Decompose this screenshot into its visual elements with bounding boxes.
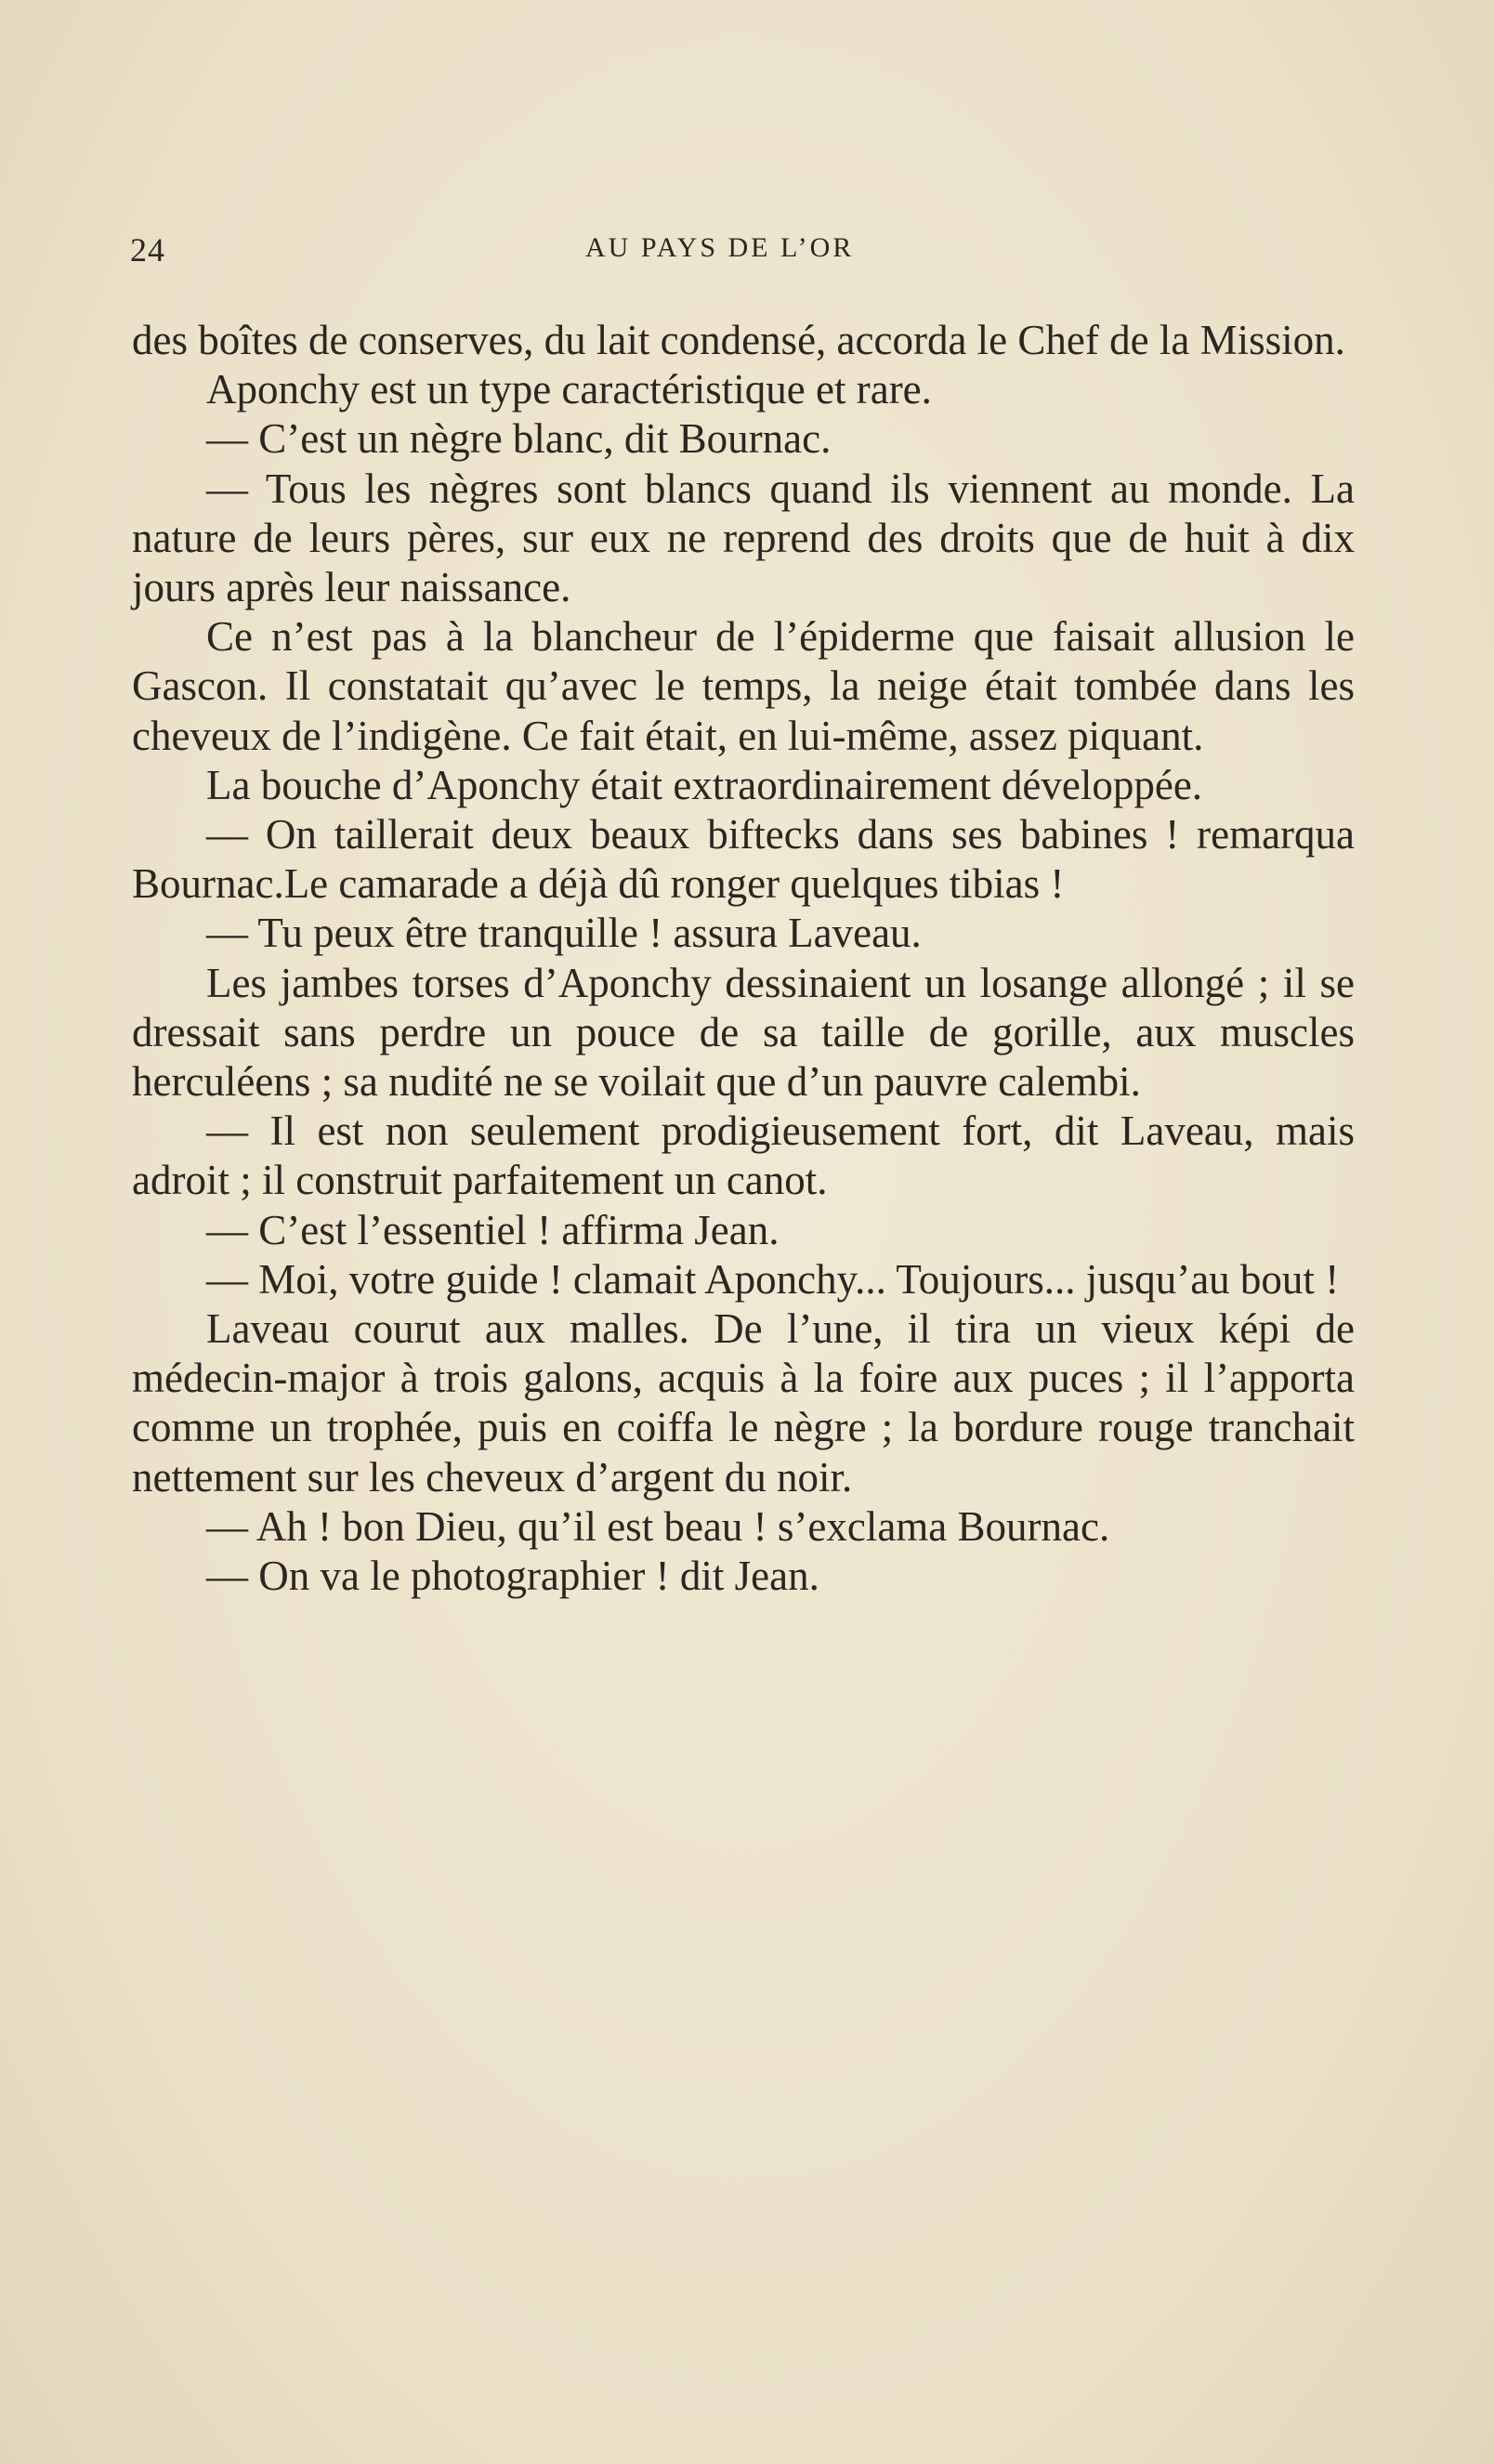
paragraph: — On va le photographier ! dit Jean.: [206, 1553, 819, 1600]
body-text: [132, 316, 1355, 1601]
paragraph: — On taillerait deux beaux biftecks dans ses babines ! remarqua Bournac.Le camarade a déjà dû ronger quelques tibias !: [132, 811, 1355, 908]
paragraph: — Tous les nègres sont blancs quand ils viennent au monde. La nature de leurs pères, sur eux ne reprend des droits que de huit à dix jours après leur naissance.: [132, 465, 1355, 611]
paragraph: Les jambes torses d’Aponchy dessinaient un losange allongé ; il se dressait sans perdre un pouce de sa taille de gorille, aux muscles herculéens ; sa nudité ne se voilait que d’un pauvre calembi.: [132, 959, 1355, 1106]
paragraph: Aponchy est un type caractéristique et rare.: [206, 366, 932, 413]
paragraph: — Ah ! bon Dieu, qu’il est beau ! s’exclama Bournac.: [206, 1502, 1110, 1550]
running-title: AU PAYS DE L’OR: [585, 232, 855, 263]
paragraph: — Il est non seulement prodigieusement fort, dit Laveau, mais adroit ; il construit parfaitement un canot.: [132, 1107, 1355, 1204]
paragraph: Ce n’est pas à la blancheur de l’épiderme que faisait allusion le Gascon. Il constatait qu’avec le temps, la neige était tombée dans les cheveux de l’indigène. Ce fait était, en lui-même, assez piquant.: [132, 613, 1355, 759]
paragraph: Laveau courut aux malles. De l’une, il tira un vieux képi de médecin-major à trois galons, acquis à la foire aux puces ; il l’apporta comme un trophée, puis en coiffa le nègre ; la bordure rouge tranchait nettement sur les cheveux d’argent du noir.: [132, 1305, 1355, 1501]
paragraph: — Moi, votre guide ! clamait Aponchy... Toujours... jusqu’au bout !: [206, 1255, 1340, 1303]
paragraph: — C’est l’essentiel ! affirma Jean.: [206, 1206, 780, 1253]
paragraph: — Tu peux être tranquille ! assura Laveau.: [206, 910, 922, 957]
paragraph: des boîtes de conserves, du lait condensé, accorda le Chef de la Mission.: [132, 317, 1345, 363]
page-header: [130, 230, 1366, 268]
paragraph: La bouche d’Aponchy était extraordinairement développée.: [206, 761, 1203, 808]
page-number: 24: [130, 231, 165, 269]
paragraph: — C’est un nègre blanc, dit Bournac.: [206, 415, 832, 463]
